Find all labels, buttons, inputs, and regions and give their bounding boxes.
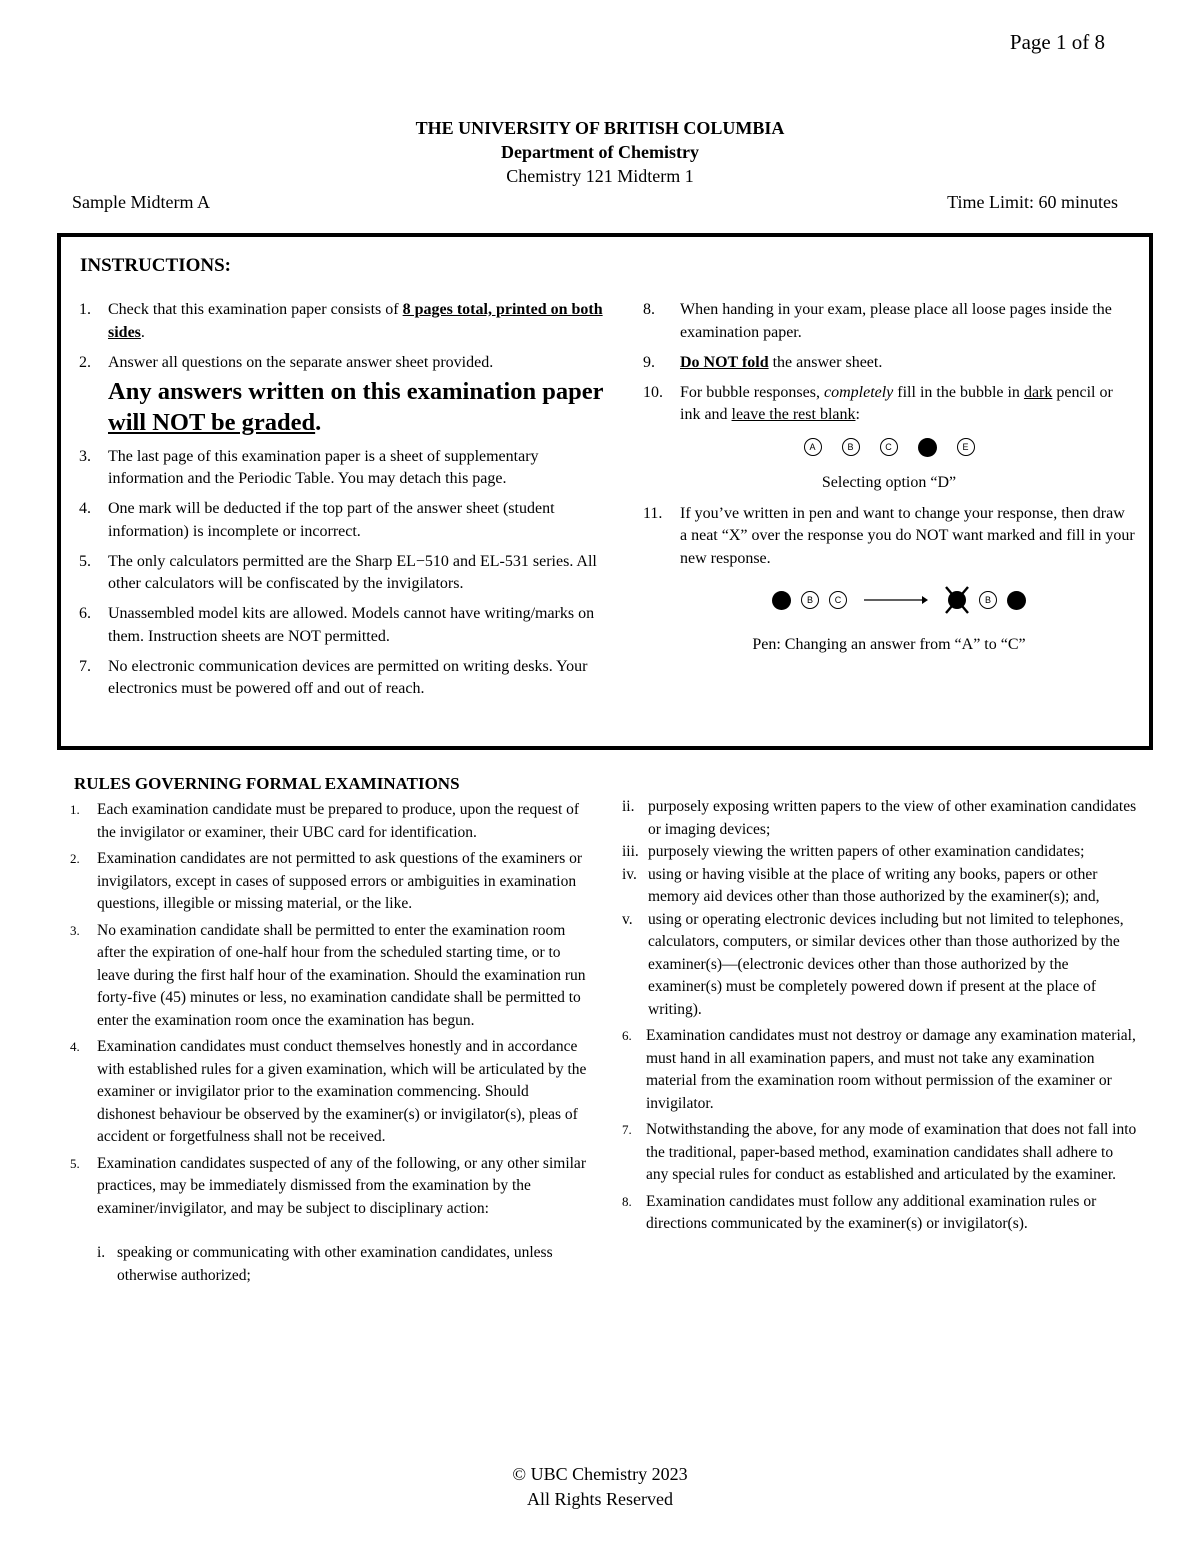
bubble-b-icon: B [979, 591, 997, 609]
rules-left-column [70, 799, 588, 1287]
instructions-box [57, 233, 1153, 750]
rights-notice: All Rights Reserved [527, 1489, 673, 1509]
rule-item: 6. Examination candidates must not destroy or damage any examination material, must hand in all examination papers, and must not take any examination material from the examination room without permission of the examiner or invigilator. [622, 1027, 1136, 1112]
exam-name: Sample Midterm A [72, 192, 210, 212]
rule-item: 7. Notwithstanding the above, for any mode of examination that does not fall into the traditional, paper-based method, examination candidates shall adhere to any special rules for conduct as established and articulated by the examiner. [622, 1121, 1137, 1183]
rule-item: 8. Examination candidates must follow any additional examination rules or directions communicated by the examiner(s) or invigilator(s). [622, 1192, 1097, 1232]
bubble-b-icon: B [801, 591, 819, 609]
time-limit: Time Limit: 60 minutes [947, 192, 1118, 212]
rule-subitem: iv. using or having visible at the place of writing any books, papers or other memory aid devices other than those authorized by the examiner(s); and, [622, 865, 1100, 905]
bubble-c-filled-icon [1007, 591, 1026, 610]
course-title: Chemistry 121 Midterm 1 [506, 166, 694, 186]
instruction-item: 2. Answer all questions on the separate answer sheet provided. Any answers written on this examination paper will NOT be graded. [79, 352, 606, 439]
page-number: Page 1 of 8 [1009, 30, 1105, 54]
bubble-a-icon: A [804, 438, 822, 456]
bubble-a-filled-icon [772, 591, 791, 610]
copyright-notice: © UBC Chemistry 2023 [512, 1464, 688, 1484]
instructions-left-column [79, 299, 606, 708]
rule-subitem: v. using or operating electronic devices including but not limited to telephones, calculators, computers, or similar devices other than those authorized by the examiner(s)—(electronic devices other than those authorized by the examiner(s) must be completely powered down if present at the place of writing). [622, 910, 1124, 1018]
not-graded-warning: Any answers written on this examination paper will NOT be graded. [108, 378, 604, 436]
instruction-item: 4. One mark will be deducted if the top part of the answer sheet (student information) is incomplete or incorrect. [79, 500, 555, 540]
pen-change-example [643, 580, 1135, 620]
bubble-c-icon: C [880, 438, 898, 456]
rule-item: 4. Examination candidates must conduct themselves honestly and in accordance with established rules for a given examination, which will be articulated by the examiner or invigilator prior to the examination commencing. Should dishonest behaviour be observed by the examiner(s) or invigilator(s), pleas of accident or forgetfulness shall not be received. [70, 1038, 587, 1145]
university-title: THE UNIVERSITY OF BRITISH COLUMBIA [415, 118, 785, 138]
rule-subitem: i. speaking or communicating with other examination candidates, unless otherwise authorized; [97, 1244, 553, 1284]
rules-right-column [622, 796, 1137, 1240]
selecting-caption: Selecting option “D” [821, 474, 957, 491]
rule-subitem: iii. purposely viewing the written papers of other examination candidates; [622, 843, 1085, 860]
rule-item: 3. No examination candidate shall be permitted to enter the examination room after the expiration of one-half hour from the scheduled starting time, or to leave during the first half hour of the examination. Should the examination run forty-five (45) minutes or less, no examination candidate shall be permitted to enter the examination room once the examination has begun. [70, 921, 586, 1029]
bubble-e-icon: E [957, 438, 975, 456]
do-not-fold-emphasis: Do NOT fold [680, 353, 769, 371]
rules-title: RULES GOVERNING FORMAL EXAMINATIONS [74, 774, 460, 793]
instructions-heading: INSTRUCTIONS: [80, 255, 231, 276]
bubble-example [643, 434, 1135, 460]
instruction-item: 8. When handing in your exam, please place all loose pages inside the examination paper. [643, 301, 1112, 341]
instruction-item: 3. The last page of this examination paper is a sheet of supplementary information and the Periodic Table. You may detach this page. [79, 447, 539, 487]
rule-subitem: ii. purposely exposing written papers to the view of other examination candidates or imaging devices; [622, 798, 1137, 838]
department-title: Department of Chemistry [501, 142, 699, 162]
rule-item: 1. Each examination candidate must be prepared to produce, upon the request of the invigilator or examiner, their UBC card for identification. [70, 801, 580, 841]
instruction-item: 7. No electronic communication devices are permitted on writing desks. Your electronics must be powered off and out of reach. [79, 657, 588, 697]
bubble-c-icon: C [829, 591, 847, 609]
crossed-out-bubble-a-icon [944, 585, 970, 615]
instruction-item: 10. For bubble responses, completely fill in the bubble in dark pencil or ink and leave the rest blank: [643, 383, 1113, 423]
bubble-d-filled-icon [918, 438, 937, 457]
instruction-item: 6. Unassembled model kits are allowed. Models cannot have writing/marks on them. Instruction sheets are NOT permitted. [79, 605, 595, 645]
pages-total-emphasis: 8 pages total, printed on both sides [108, 301, 603, 341]
pen-caption: Pen: Changing an answer from “A” to “C” [752, 636, 1026, 653]
bubble-b-icon: B [842, 438, 860, 456]
instruction-item: 9. Do NOT fold the answer sheet. [643, 353, 883, 371]
instruction-item: 5. The only calculators permitted are the Sharp EL−510 and EL-531 series. All other calculators will be confiscated by the invigilators. [79, 552, 597, 592]
arrow-right-icon [864, 594, 928, 606]
instruction-item: 1. Check that this examination paper consists of 8 pages total, printed on both sides. [79, 299, 606, 344]
instructions-right-column [643, 299, 1135, 665]
rule-item: 2. Examination candidates are not permitted to ask questions of the examiners or invigilators, except in cases of supposed errors or ambiguities in examination questions, illegible or missing material, or the like. [70, 850, 583, 912]
instruction-number: 1. [79, 301, 91, 318]
rule-item: 5. Examination candidates suspected of any of the following, or any other similar practices, may be immediately dismissed from the examination by the examiner/invigilator, and may be subject to disciplinary action: [70, 1154, 586, 1217]
instruction-item: 11. If you’ve written in pen and want to change your response, then draw a neat “X” over the response you do NOT want marked and fill in your new response. [643, 504, 1135, 567]
